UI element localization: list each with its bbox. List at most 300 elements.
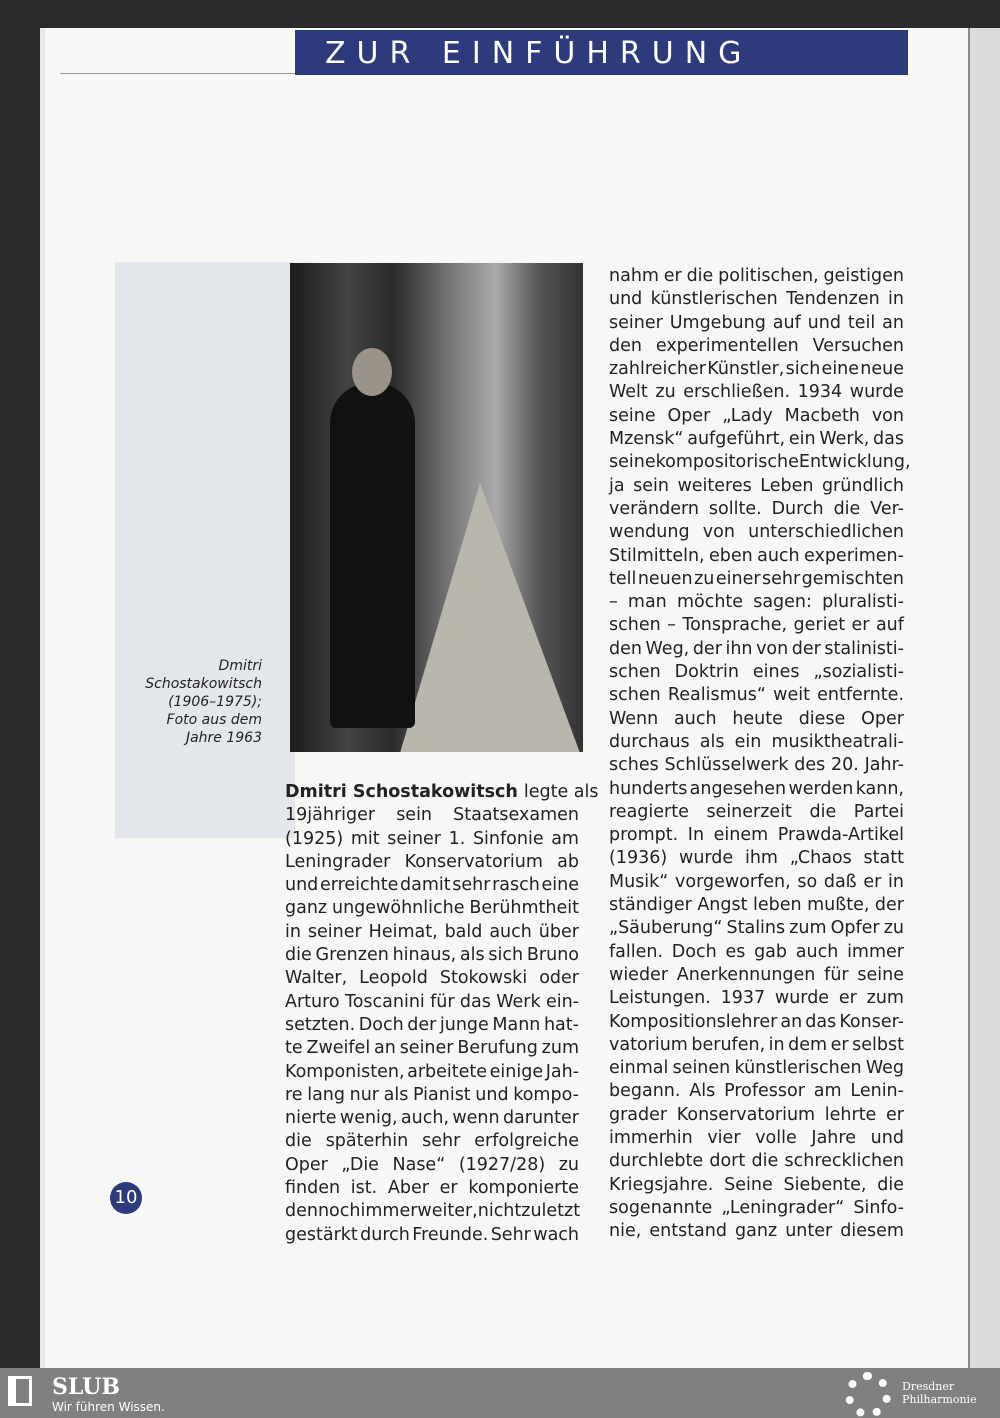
- text-line: [609, 778, 904, 801]
- word: Mann: [492, 1014, 541, 1035]
- word: –: [609, 592, 618, 613]
- text-line: [609, 1127, 904, 1150]
- word: darunter: [502, 1108, 579, 1129]
- text-line: [609, 428, 904, 451]
- word: „Die: [341, 1154, 379, 1175]
- word: „Säuberung“: [609, 918, 723, 939]
- word: ihm: [744, 848, 778, 869]
- word: entstand: [649, 1221, 727, 1242]
- word: seinerzeit: [706, 801, 792, 822]
- word: verändern: [609, 498, 699, 519]
- word: vorgeworfen,: [675, 871, 791, 892]
- text-line: [285, 944, 579, 967]
- text-line: [609, 847, 904, 870]
- word: wendung: [609, 522, 690, 543]
- word: sollte.: [708, 498, 762, 519]
- word: auch: [674, 708, 717, 729]
- word: immerhin: [609, 1127, 693, 1148]
- word: dem: [788, 1034, 828, 1055]
- section-header: ZUR EINFÜHRUNG: [295, 30, 908, 75]
- word: die: [809, 801, 837, 822]
- text-line: [609, 591, 904, 614]
- word: gestärkt: [285, 1224, 358, 1245]
- photo-caption: [120, 657, 262, 747]
- text-line: [609, 1150, 904, 1173]
- word: eine: [541, 875, 579, 896]
- word: zahlreicher: [609, 359, 706, 380]
- word: setzten.: [285, 1014, 356, 1035]
- caption-line: Jahre 1963: [185, 730, 262, 746]
- word: (1925): [285, 828, 344, 849]
- lead-name: Dmitri Schostakowitsch: [285, 782, 518, 802]
- word: sehr: [422, 1131, 461, 1152]
- word: 1937: [720, 988, 766, 1009]
- word: sich: [488, 945, 524, 966]
- word: gab: [754, 941, 788, 962]
- text-line: [285, 1224, 579, 1247]
- word: Künstler,: [707, 359, 785, 380]
- word: aufgeführt,: [687, 429, 786, 450]
- word: nur: [349, 1084, 380, 1105]
- word: Oper: [861, 708, 904, 729]
- word: daß: [823, 871, 857, 892]
- photo-path: [400, 483, 580, 752]
- word: eben: [708, 545, 753, 566]
- word: und: [807, 312, 841, 333]
- caption-box: [115, 262, 295, 838]
- word: zu: [655, 382, 676, 403]
- word: sehr: [762, 568, 801, 589]
- word: Kriegsjahre.: [609, 1174, 714, 1195]
- word: wach: [533, 1224, 579, 1245]
- word: erfolgreiche: [474, 1131, 579, 1152]
- word: zum: [866, 988, 904, 1009]
- word: begann.: [609, 1081, 681, 1102]
- word: Partei: [853, 801, 904, 822]
- caption-line: (1906–1975);: [168, 694, 262, 710]
- composer-photo: [290, 263, 583, 752]
- word: das: [873, 429, 904, 450]
- word: Seine: [724, 1174, 773, 1195]
- word: Konservatorium: [676, 1104, 816, 1125]
- word: das: [805, 1011, 837, 1032]
- word: neuen: [637, 568, 693, 589]
- text-line: [609, 521, 904, 544]
- word: gemischten: [801, 568, 904, 589]
- word: in: [888, 289, 904, 310]
- word: zu: [883, 918, 904, 939]
- word: und: [285, 875, 319, 896]
- word: Stokowski: [439, 968, 528, 989]
- word: Musik“: [609, 871, 669, 892]
- text-line: [285, 874, 579, 897]
- word: nierte: [285, 1108, 337, 1129]
- word: Durch: [771, 498, 824, 519]
- footer-bar: [0, 1368, 1000, 1418]
- word: Angst: [697, 895, 748, 916]
- page-number: 10: [110, 1182, 142, 1214]
- word: Welt: [609, 382, 648, 403]
- word: Jahr-: [864, 755, 904, 776]
- word: wenn: [452, 1108, 500, 1129]
- word: Anerkennungen: [676, 964, 816, 985]
- word: seine: [857, 964, 904, 985]
- text-line: [609, 917, 904, 940]
- text-line: [609, 1034, 904, 1057]
- word: ein-: [545, 991, 579, 1012]
- word: ganz: [735, 1221, 778, 1242]
- word: späterhin: [325, 1131, 409, 1152]
- word: in: [768, 1034, 785, 1055]
- word: heute: [732, 708, 783, 729]
- word: angesehen: [689, 778, 787, 799]
- text-line: [609, 1104, 904, 1127]
- word: zum: [789, 918, 827, 939]
- word: er: [851, 615, 870, 636]
- text-line: [285, 1061, 579, 1084]
- word: Entwicklung,: [798, 452, 911, 473]
- word: stalinisti-: [824, 638, 904, 659]
- word: Siebente,: [783, 1174, 867, 1195]
- word: seine: [609, 405, 656, 426]
- text-line: [609, 801, 904, 824]
- text-line: [609, 661, 904, 684]
- word: man: [627, 592, 667, 613]
- word: geistigen: [823, 266, 904, 286]
- word: das: [459, 991, 491, 1012]
- word: von: [756, 638, 789, 659]
- caption-line: Dmitri: [218, 658, 262, 674]
- word: seiner: [609, 312, 663, 333]
- word: komponierte: [468, 1178, 579, 1199]
- word: weiter,: [417, 1201, 478, 1222]
- text-line: [285, 1084, 579, 1107]
- word: den: [609, 335, 642, 356]
- word: immer: [360, 1201, 418, 1222]
- word: die: [877, 1174, 904, 1195]
- caption-line: Foto aus dem: [166, 712, 262, 728]
- word: schen: [609, 662, 661, 683]
- word: den: [609, 638, 642, 659]
- word: als: [699, 731, 725, 752]
- word: pluralisti-: [822, 592, 904, 613]
- word: (1936): [609, 848, 668, 869]
- text-line: [609, 545, 904, 568]
- text-line: [609, 358, 904, 381]
- word: sein: [396, 805, 433, 826]
- word: Stalins: [726, 918, 786, 939]
- word: Jahre: [811, 1127, 856, 1148]
- word: Oper: [667, 405, 711, 426]
- photo-head: [352, 348, 392, 396]
- word: des: [794, 755, 826, 776]
- word: –: [667, 615, 676, 636]
- word: Zweifel: [306, 1038, 371, 1059]
- text-line: [609, 731, 904, 754]
- word: auch: [757, 545, 800, 566]
- word: seinen: [672, 1058, 731, 1079]
- word: Toscanini: [344, 991, 425, 1012]
- word: Wenn: [609, 708, 659, 729]
- word: mußte,: [807, 895, 870, 916]
- word: seine: [609, 452, 656, 473]
- word: seiner: [387, 828, 442, 849]
- word: Weg: [865, 1058, 904, 1079]
- word: für: [824, 964, 849, 985]
- word: junge: [439, 1014, 489, 1035]
- word: so: [797, 871, 818, 892]
- word: rasch: [492, 875, 540, 896]
- text-line: [609, 568, 904, 591]
- word: einer: [715, 568, 761, 589]
- word: Prawda-Artikel: [777, 825, 904, 846]
- word: eine: [821, 359, 860, 380]
- word: kompositorische: [655, 452, 799, 473]
- word: fallen.: [609, 941, 664, 962]
- word: über: [538, 921, 579, 942]
- word: bald: [444, 921, 483, 942]
- word: auch: [489, 921, 532, 942]
- text-line: [285, 1200, 579, 1223]
- text-line: [609, 1011, 904, 1034]
- word: ungewöhnliche: [332, 898, 465, 919]
- word: entfernte.: [817, 685, 904, 706]
- word: „Leningrader“: [721, 1197, 845, 1218]
- word: der: [407, 1014, 437, 1035]
- text-line: [609, 498, 904, 521]
- word: durchaus: [609, 731, 690, 752]
- word: Tendenzen: [786, 289, 880, 310]
- word: zu: [558, 1154, 579, 1175]
- word: sehr: [452, 875, 491, 896]
- word: 1934: [797, 382, 843, 403]
- word: sein: [633, 475, 669, 496]
- word: und: [609, 289, 643, 310]
- word: Staatsexamen: [453, 805, 579, 826]
- text-line: [609, 1080, 904, 1103]
- word: für: [430, 991, 455, 1012]
- text-line: [609, 894, 904, 917]
- slub-logo[interactable]: SLUB: [52, 1374, 120, 1400]
- word: grader: [609, 1104, 668, 1125]
- text-line: [609, 335, 904, 358]
- word: Sinfonie: [472, 828, 544, 849]
- text-line: [609, 708, 904, 731]
- word: wurde: [849, 382, 904, 403]
- word: erreichte: [319, 875, 399, 896]
- word: er: [886, 1104, 904, 1125]
- word: Doch: [671, 941, 717, 962]
- text-line: [609, 614, 904, 637]
- word: die: [833, 498, 861, 519]
- word: die: [285, 1131, 312, 1152]
- word: Freunde.: [412, 1224, 489, 1245]
- word: diesem: [840, 1221, 904, 1242]
- word: in: [888, 871, 904, 892]
- slub-logo-icon: [8, 1376, 32, 1406]
- word: wurde: [774, 988, 830, 1009]
- word: weiteres: [677, 475, 752, 496]
- word: ganz: [285, 898, 328, 919]
- word: an: [780, 1011, 803, 1032]
- word: In: [687, 825, 705, 846]
- text-line: [609, 1174, 904, 1197]
- word: nie,: [609, 1221, 642, 1242]
- word: ständiger: [609, 895, 692, 916]
- word: sagen:: [753, 592, 812, 613]
- word: Versuchen: [812, 335, 904, 356]
- text-column-2: [609, 265, 911, 1243]
- word: die: [751, 1151, 779, 1172]
- word: berufen,: [691, 1034, 766, 1055]
- word: er: [439, 1178, 458, 1199]
- word: durchlebte: [609, 1151, 704, 1172]
- word: am: [813, 1081, 842, 1102]
- word: einige: [489, 1061, 544, 1082]
- word: er: [830, 1034, 849, 1055]
- word: Jah-: [545, 1061, 579, 1082]
- word: oder: [539, 968, 579, 989]
- word: experimen-: [804, 545, 904, 566]
- word: schen: [609, 685, 661, 706]
- word: leben: [752, 895, 802, 916]
- text-line: [285, 967, 579, 990]
- word: Komponisten,: [285, 1061, 405, 1082]
- word: zuletzt: [521, 1201, 581, 1222]
- word: Werk: [496, 991, 541, 1012]
- text-line: [609, 288, 904, 311]
- word: musiktheatrali-: [771, 731, 904, 752]
- word: Opfer: [830, 918, 880, 939]
- text-line: [609, 1220, 904, 1243]
- word: Konser-: [839, 1011, 904, 1032]
- word: teil: [847, 312, 876, 333]
- word: geriet: [793, 615, 846, 636]
- word: weit: [773, 685, 810, 706]
- word: der: [791, 638, 821, 659]
- text-line: [285, 1014, 579, 1037]
- word: damit: [400, 875, 451, 896]
- word: er: [863, 871, 882, 892]
- word: Berufung: [457, 1038, 538, 1059]
- word: Grenzen: [315, 945, 389, 966]
- word: 19jähriger: [285, 805, 376, 826]
- word: an: [882, 312, 904, 333]
- word: selbst: [852, 1034, 904, 1055]
- word: Berühmtheit: [469, 898, 579, 919]
- text-line: [285, 1177, 579, 1200]
- text-line: [285, 1154, 579, 1177]
- word: Leben: [760, 475, 814, 496]
- word: Professor: [724, 1081, 805, 1102]
- word: volle: [755, 1127, 797, 1148]
- word: „Lady: [722, 405, 773, 426]
- word: Oper: [285, 1154, 328, 1175]
- word: nicht: [477, 1201, 522, 1222]
- text-line: [285, 1130, 579, 1153]
- word: möchte: [676, 592, 744, 613]
- text-line: [609, 475, 904, 498]
- word: ab: [557, 851, 579, 872]
- word: zu: [694, 568, 715, 589]
- word: Leistungen.: [609, 988, 711, 1009]
- word: 1.: [448, 828, 466, 849]
- text-line: [609, 638, 904, 661]
- word: unter: [785, 1221, 833, 1242]
- word: wieder: [609, 964, 669, 985]
- word: Bruno: [526, 945, 579, 966]
- word: zum: [541, 1038, 579, 1059]
- word: mit: [350, 828, 380, 849]
- text-line: [285, 851, 579, 874]
- word: Arturo: [285, 991, 340, 1012]
- word: hat-: [543, 1014, 579, 1035]
- word: ein: [734, 731, 762, 752]
- word: der: [874, 895, 904, 916]
- word: ihn: [725, 638, 753, 659]
- word: experimentellen: [655, 335, 799, 356]
- word: Doktrin: [674, 662, 739, 683]
- philharmonie-logo-icon: [845, 1372, 891, 1418]
- text-line: [609, 451, 911, 474]
- word: sich: [785, 359, 821, 380]
- word: seiner: [307, 921, 362, 942]
- word: Sinfo-: [853, 1197, 904, 1218]
- philharmonie-logo[interactable]: [902, 1380, 977, 1406]
- word: gründlich: [821, 475, 904, 496]
- word: Mzensk“: [609, 429, 684, 450]
- word: Konservatorium: [404, 851, 543, 872]
- word: auch,: [400, 1108, 450, 1129]
- word: erschließen.: [683, 382, 791, 403]
- word: Realismus“: [667, 685, 766, 706]
- text-line: [609, 1057, 904, 1080]
- caption-line: Schostakowitsch: [145, 676, 262, 692]
- text-line: [609, 964, 904, 987]
- word: schen: [609, 615, 661, 636]
- word: Sehr: [490, 1224, 531, 1245]
- text-line: [285, 1107, 579, 1130]
- word: Als: [689, 1081, 716, 1102]
- word: von: [702, 522, 735, 543]
- word: Schlüsselwerk: [664, 755, 789, 776]
- text-line: [285, 921, 579, 944]
- word: in: [285, 921, 301, 942]
- word: Leopold: [359, 968, 428, 989]
- partner-line: Philharmonie: [902, 1393, 977, 1406]
- word: vatorium: [609, 1034, 688, 1055]
- text-line: [285, 781, 599, 804]
- word: „Chaos: [789, 848, 852, 869]
- word: finden: [285, 1178, 341, 1199]
- next-page-edge: [968, 28, 1000, 1368]
- word: Walter,: [285, 968, 348, 989]
- word: der: [692, 638, 722, 659]
- word: auf: [772, 312, 801, 333]
- text-line: [609, 684, 904, 707]
- word: einem: [713, 825, 769, 846]
- word: arbeitete: [407, 1061, 488, 1082]
- text-line: [609, 987, 904, 1010]
- text-line: [609, 265, 904, 288]
- word: sches: [609, 755, 659, 776]
- word: Tonsprache,: [682, 615, 788, 636]
- word: sogenannte: [609, 1197, 713, 1218]
- word: lang: [307, 1084, 345, 1105]
- word: dort: [709, 1151, 746, 1172]
- word: wurde: [679, 848, 734, 869]
- word: unterschiedlichen: [748, 522, 904, 543]
